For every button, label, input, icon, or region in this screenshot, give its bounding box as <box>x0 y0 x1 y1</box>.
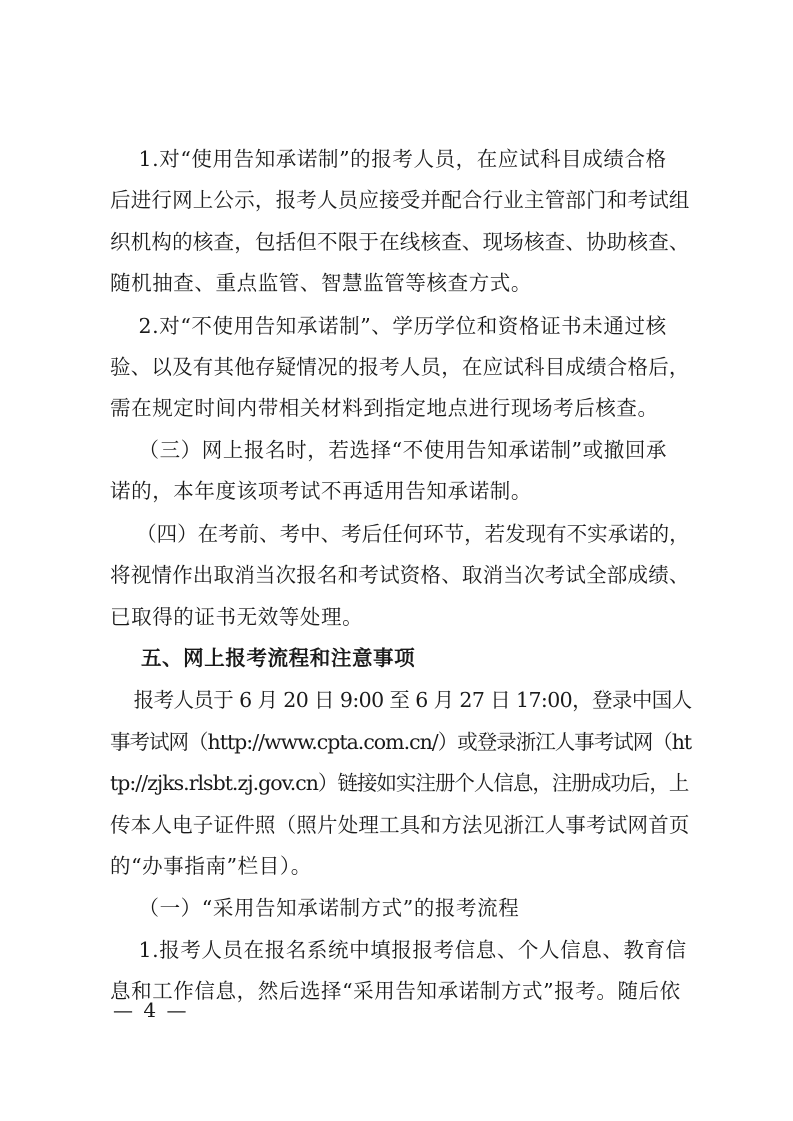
paragraph-line: 需在规定时间内带相关材料到指定地点进行现场考后核查。 <box>110 396 659 420</box>
paragraph-line: 事考试网（http://www.cpta.com.cn/）或登录浙江人事考试网（ht <box>110 730 692 754</box>
subsection-heading: （一）“采用告知承诺制方式”的报考流程 <box>110 896 520 920</box>
paragraph-line: 随机抽查、重点监管、智慧监管等核查方式。 <box>110 271 532 295</box>
paragraph-line: （三）网上报名时，若选择“不使用告知承诺制”或撤回承 <box>110 438 668 462</box>
paragraph-line: tp://zjks.rlsbt.zj.gov.cn）链接如实注册个人信息，注册成功后，上 <box>110 771 689 795</box>
page-number: — 4 — <box>113 998 189 1022</box>
paragraph-line: 1.对“使用告知承诺制”的报考人员，在应试科目成绩合格 <box>110 147 667 171</box>
paragraph-line: 报考人员于 6 月 20 日 9:00 至 6 月 27 日 17:00，登录中国人 <box>110 688 692 712</box>
paragraph-line: 息和工作信息，然后选择“采用告知承诺制方式”报考。随后依 <box>110 979 681 1003</box>
paragraph-line: 1.报考人员在报名系统中填报报考信息、个人信息、教育信 <box>110 938 687 962</box>
paragraph-line: 验、以及有其他存疑情况的报考人员，在应试科目成绩合格后， <box>110 355 690 379</box>
paragraph-line: 织机构的核查，包括但不限于在线核查、现场核查、协助核查、 <box>110 230 690 254</box>
paragraph-line: 后进行网上公示，报考人员应接受并配合行业主管部门和考试组 <box>110 188 690 212</box>
section-heading: 五、网上报考流程和注意事项 <box>110 646 416 670</box>
paragraph-line: 将视情作出取消当次报名和考试资格、取消当次考试全部成绩、 <box>110 563 690 587</box>
paragraph-line: 诺的，本年度该项考试不再适用告知承诺制。 <box>110 479 532 503</box>
paragraph-line: 已取得的证书无效等处理。 <box>110 605 364 629</box>
paragraph-line: 传本人电子证件照（照片处理工具和方法见浙江人事考试网首页 <box>110 813 690 837</box>
paragraph-line: （四）在考前、考中、考后任何环节，若发现有不实承诺的， <box>110 522 690 546</box>
paragraph-line: 2.对“不使用告知承诺制”、学历学位和资格证书未通过核 <box>110 314 667 338</box>
paragraph-line: 的“办事指南”栏目）。 <box>110 854 312 878</box>
